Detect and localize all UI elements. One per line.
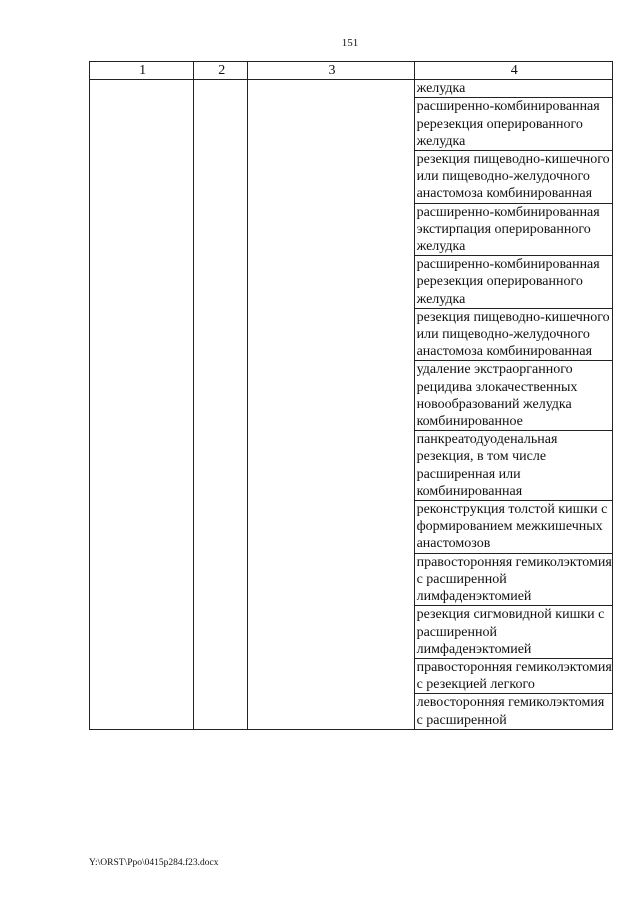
- procedure-cell: панкреатодуоденальная резекция, в том числе расширенная или комбинированная: [414, 431, 612, 501]
- procedure-cell: удаление экстраорганного рецидива злокачественных новообразований желудка комбинированное: [414, 361, 612, 431]
- procedure-cell: резекция сигмовидной кишки с расширенной лимфаденэктомией: [414, 606, 612, 659]
- column-1-cell: [90, 80, 194, 730]
- procedure-cell: левосторонняя гемиколэктомия с расширенной: [414, 694, 612, 729]
- procedure-cell: резекция пищеводно-кишечного или пищеводно-желудочного анастомоза комбинированная: [414, 151, 612, 204]
- file-path-footer: Y:\ORST\Ppo\0415p284.f23.docx: [89, 858, 219, 868]
- procedure-cell: резекция пищеводно-кишечного или пищеводно-желудочного анастомоза комбинированная: [414, 308, 612, 361]
- procedure-cell: правосторонняя гемиколэктомия с расширенной лимфаденэктомией: [414, 553, 612, 606]
- table-header-row: [90, 62, 613, 80]
- column-header-4: 4: [414, 62, 612, 80]
- procedure-cell: расширенно-комбинированная экстирпация оперированного желудка: [414, 203, 612, 256]
- procedure-cell: расширенно-комбинированная ререзекция оперированного желудка: [414, 256, 612, 309]
- column-header-2: 2: [194, 62, 248, 80]
- procedure-cell: расширенно-комбинированная ререзекция оперированного желудка: [414, 98, 612, 151]
- column-header-3: 3: [248, 62, 414, 80]
- document-table: [89, 61, 613, 730]
- procedure-cell: реконструкция толстой кишки с формированием межкишечных анастомозов: [414, 501, 612, 554]
- table-row: [90, 80, 613, 98]
- column-3-cell: [248, 80, 414, 730]
- page-number: 151: [341, 37, 359, 49]
- procedure-cell: желудка: [414, 80, 612, 98]
- column-header-1: 1: [90, 62, 194, 80]
- procedure-cell: правосторонняя гемиколэктомия с резекцией легкого: [414, 658, 612, 693]
- column-2-cell: [194, 80, 248, 730]
